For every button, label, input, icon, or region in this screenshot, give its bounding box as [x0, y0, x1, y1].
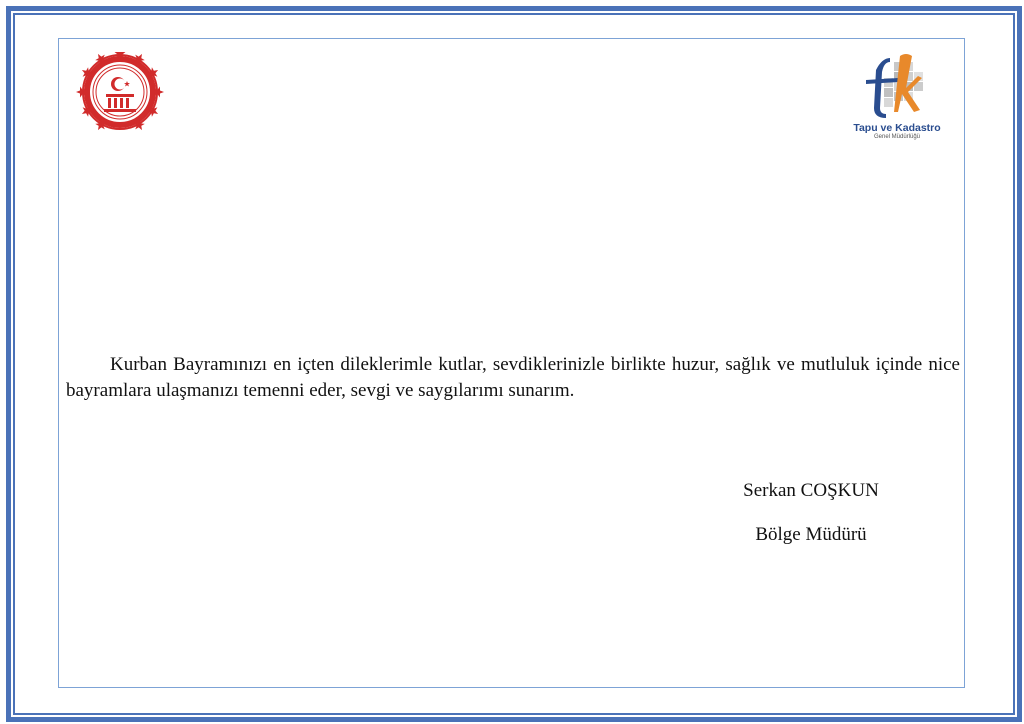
signature-title: Bölge Müdürü: [755, 524, 867, 545]
greeting-message: Kurban Bayramınızı en içten dileklerimle kutlar, sevdiklerinizle birlikte huzur, sağlık ve mutluluk içinde nice bayramlara ulaşmanızı temenni eder, sevgi ve saygılarımı sunarım.: [66, 354, 960, 401]
logo-name-line2: Genel Müdürlüğü: [873, 134, 921, 140]
logo-name-line1: Tapu ve Kadastro: [853, 122, 941, 134]
signature-name: Serkan COŞKUN: [743, 480, 879, 501]
ministry-seal-logo: [70, 52, 170, 132]
